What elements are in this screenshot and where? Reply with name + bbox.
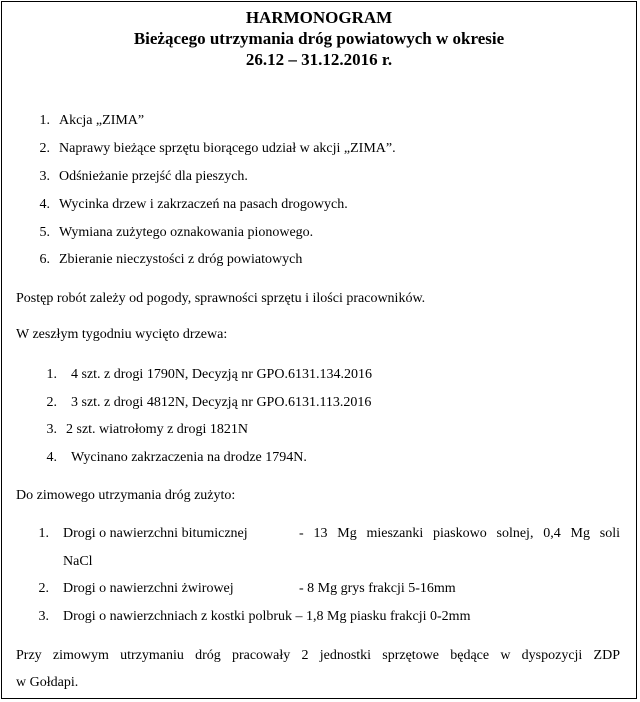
trees-intro: W zeszłym tygodniu wycięto drzewa:	[16, 327, 228, 342]
title-line-3: 26.12 – 31.12.2016 r.	[245, 50, 393, 69]
title-line-2: Bieżącego utrzymania dróg powiatowych w okresie	[133, 29, 505, 48]
title-line-1: HARMONOGRAM	[245, 8, 393, 27]
document-frame: HARMONOGRAM Bieżącego utrzymania dróg powiatowych w okresie 26.12 – 31.12.2016 r. 1. Akcja „ZIMA” 2. Naprawy bieżące sprzętu biorącego udział w akcji „ZIMA”. 3. Odśnieżanie przejść dla pieszych. 4. Wycinka drzew i zakrzaczeń na pasach drogowych. 5. Wymiana zużytego oznakowania pionowego. 6. Zbieranie nieczystości z dróg powiatowych Postęp robót zależy od pogody, sprawności sprzętu i ilości pracowników. W zeszłym tygodniu wycięto drzewa: 1. 4 szt. z drogi 1790N, Decyzją nr GPO.6131.134.2016 2. 3 szt. z drogi 4812N, Decyzją nr GPO.6131.113.2016 3. 2 szt. wiatrołomy z drogi 1821N 4. Wycinano zakrzaczenia na drodze 1794N. Do zimowego utrzymania dróg zużyto: 1. Drogi o nawierzchni bitumicznej - 13 Mg mieszanki piaskowo solnej, 0,4 Mg soli NaCl 2. Drogi o nawierzchni żwirowej - 8 Mg grys frakcji 5-16mm 3. Drogi o nawierzchniach z kostki polbruk – 1,8 Mg piasku frakcji 0-2mm Przy zimowym utrzymaniu dróg pracowały 2 jednostki sprzętowe będące w dyspozycji ZDP w Gołdapi.	[1, 1, 637, 699]
equipment-note-line-1: Przy zimowym utrzymaniu dróg pracowały 2 jednostki sprzętowe będące w dyspozycji ZDP	[16, 648, 620, 663]
usage-intro: Do zimowego utrzymania dróg zużyto:	[16, 488, 236, 503]
progress-note: Postęp robót zależy od pogody, sprawności sprzętu i ilości pracowników.	[16, 291, 426, 306]
equipment-note-line-2: w Gołdapi.	[16, 675, 79, 690]
list-item: 1. Drogi o nawierzchni bitumicznej - 13 Mg mieszanki piaskowo solnej, 0,4 Mg soli	[38, 526, 620, 541]
document-title	[2, 7, 636, 70]
